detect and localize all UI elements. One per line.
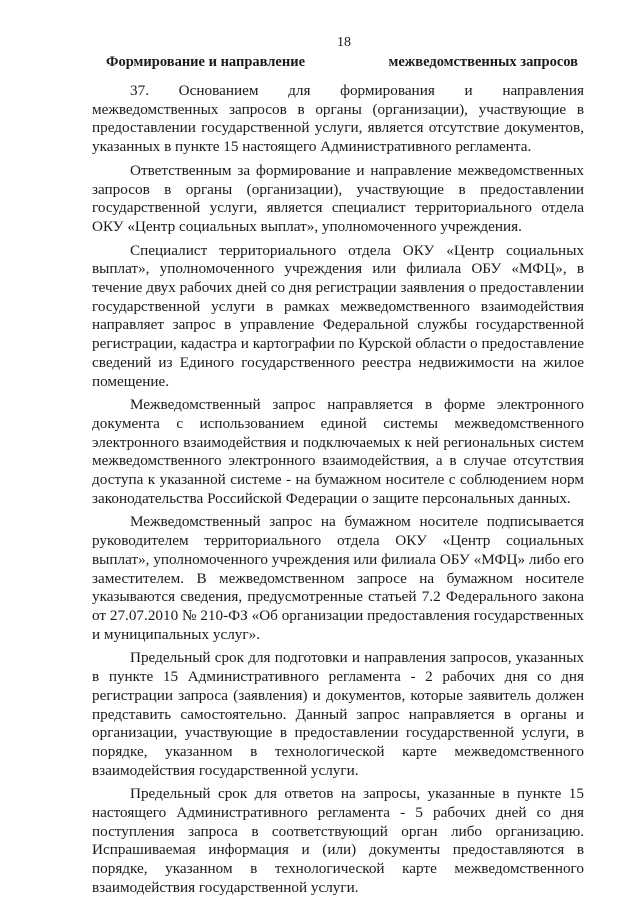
section-heading-left: Формирование и направление bbox=[106, 54, 305, 70]
paragraph-deadline-preparation: Предельный срок для подготовки и направления запросов, указанных в пункте 15 Административного регламента - 2 рабочих дня со дня регистрации запроса (заявления) и документов, которые заявитель должен представить самостоятельно. Данный запрос направляется в органы и организации, участвующие в предоставлении государственной услуги, в порядке, указанном в технологической карте межведомственного взаимодействия государственной услуги. bbox=[92, 649, 584, 779]
section-heading-right: межведомственных запросов bbox=[388, 54, 578, 70]
paragraph-37-basis: 37. Основанием для формирования и направления межведомственных запросов в органы (организации), участвующие в предоставлении государственной услуги, является отсутствие документов, указанных в пункте 15 настоящего Административного регламента. bbox=[92, 82, 584, 156]
paragraph-paper-request: Межведомственный запрос на бумажном носителе подписывается руководителем территориального отдела ОКУ «Центр социальных выплат», уполномоченного учреждения или филиала ОБУ «МФЦ» либо его заместителем. В межведомственном запросе на бумажном носителе указываются сведения, предусмотренные статьей 7.2 Федерального закона от 27.07.2010 № 210-ФЗ «Об организации предоставления государственных и муниципальных услуг». bbox=[92, 513, 584, 643]
paragraph-electronic-form: Межведомственный запрос направляется в форме электронного документа с использованием единой системы межведомственного электронного взаимодействия и подключаемых к ней региональных систем межведомственного электронного взаимодействия, а в случае отсутствия доступа к указанной системе - на бумажном носителе с соблюдением норм законодательства Российской Федерации о защите персональных данных. bbox=[92, 396, 584, 507]
paragraph-responsible: Ответственным за формирование и направление межведомственных запросов в органы (организации), участвующие в предоставлении государственной услуги, является специалист территориального отдела ОКУ «Центр социальных выплат», уполномоченного учреждения. bbox=[92, 161, 584, 235]
paragraph-deadline-response: Предельный срок для ответов на запросы, указанные в пункте 15 настоящего Административного регламента - 5 рабочих дней со дня поступления запроса в соответствующий орган либо организацию. Испрашиваемая информация и (или) документы предоставляются в порядке, указанном в технологической карте межведомственного взаимодействия государственной услуги. bbox=[92, 785, 584, 896]
section-heading bbox=[106, 52, 584, 72]
document-page bbox=[92, 34, 584, 898]
page-number: 18 bbox=[337, 35, 351, 50]
paragraph-specialist-request: Специалист территориального отдела ОКУ «Центр социальных выплат», уполномоченного учреждения или филиала ОБУ «МФЦ», в течение двух рабочих дней со дня регистрации заявления о предоставлении государственной услуги в рамках межведомственного взаимодействия направляет запрос в управление Федеральной службы государственной регистрации, кадастра и картографии по Курской области о предоставление сведений из Единого государственного реестра недвижимости на жилое помещение. bbox=[92, 241, 584, 390]
